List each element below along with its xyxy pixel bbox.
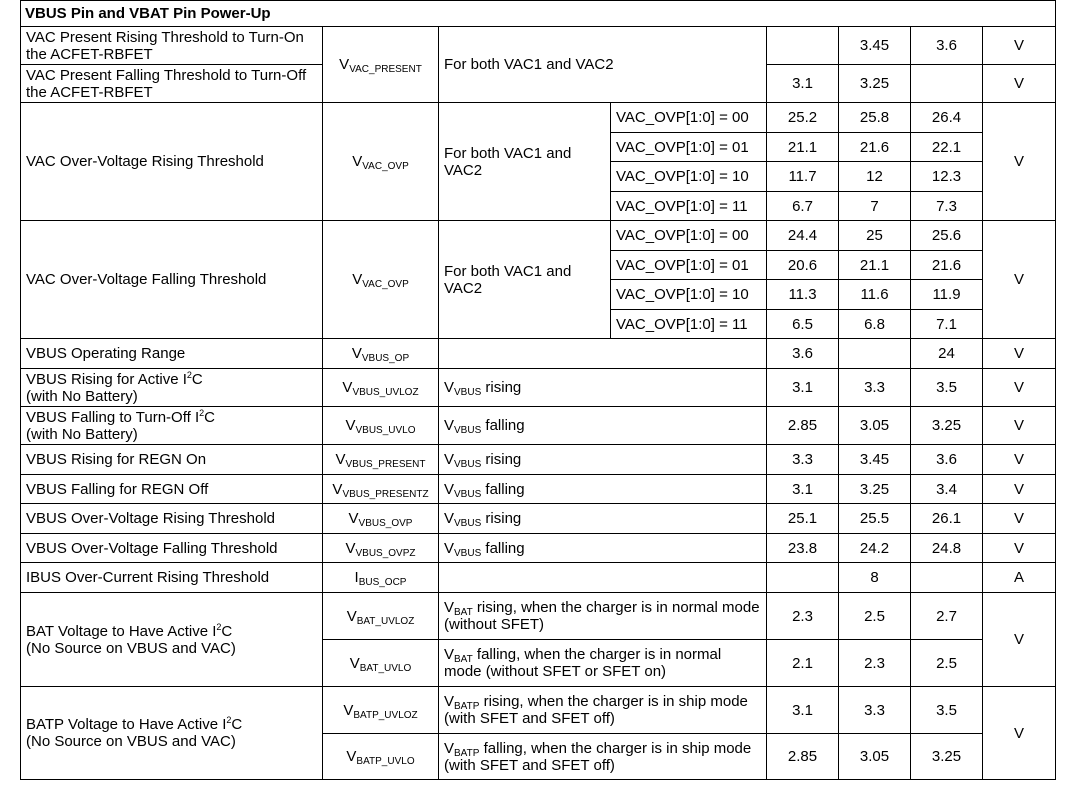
table-row: [21, 27, 1056, 65]
max-cell: 21.6: [911, 251, 983, 280]
param-cell: VBUS Falling to Turn-Off $I^2C$ (with No Battery): [21, 407, 323, 445]
max-cell: 3.4: [911, 475, 983, 504]
min-cell: 20.6: [767, 251, 839, 280]
max-cell: [911, 563, 983, 593]
table-row: [21, 475, 1056, 504]
setting-cell: VAC_OVP[1:0] = 11: [611, 192, 767, 221]
table-row: [21, 221, 1056, 251]
unit-cell: V: [983, 407, 1056, 445]
typ-cell: 3.05: [839, 734, 911, 780]
param-cell: VBUS Over-Voltage Falling Threshold: [21, 534, 323, 563]
max-cell: 12.3: [911, 162, 983, 192]
typ-cell: 3.05: [839, 407, 911, 445]
min-cell: 2.3: [767, 593, 839, 640]
condition-cell: $V_{VBUS}$ falling: [439, 475, 767, 504]
symbol-cell: $V_{VAC\_OVP}$: [323, 103, 439, 221]
min-cell: 3.1: [767, 687, 839, 734]
typ-cell: 3.25: [839, 65, 911, 103]
symbol-cell: $V_{VBUS\_PRESENT}$: [323, 445, 439, 475]
condition-cell: $V_{BAT}$ falling, when the charger is in normal mode (without SFET or SFET on): [439, 640, 767, 687]
typ-cell: 2.5: [839, 593, 911, 640]
table-row: [21, 593, 1056, 640]
symbol-cell: $V_{BAT\_UVLOZ}$: [323, 593, 439, 640]
min-cell: 3.1: [767, 475, 839, 504]
table-row: [21, 687, 1056, 734]
typ-cell: 21.6: [839, 133, 911, 162]
param-cell: VAC Over-Voltage Falling Threshold: [21, 221, 323, 339]
condition-cell: For both VAC1 and VAC2: [439, 103, 611, 221]
max-cell: 2.7: [911, 593, 983, 640]
min-cell: 3.3: [767, 445, 839, 475]
min-cell: 25.1: [767, 504, 839, 534]
max-cell: 3.6: [911, 445, 983, 475]
condition-cell: $V_{VBUS}$ falling: [439, 534, 767, 563]
param-cell: BAT Voltage to Have Active $I^2C$ (No Source on VBUS and VAC): [21, 593, 323, 687]
table-row: [21, 563, 1056, 593]
typ-cell: 25: [839, 221, 911, 251]
symbol-cell: $V_{BATP\_UVLOZ}$: [323, 687, 439, 734]
section-title: VBUS Pin and VBAT Pin Power-Up: [21, 1, 1056, 27]
min-cell: 3.1: [767, 369, 839, 407]
max-cell: [911, 65, 983, 103]
unit-cell: V: [983, 369, 1056, 407]
setting-cell: VAC_OVP[1:0] = 00: [611, 103, 767, 133]
param-cell: IBUS Over-Current Rising Threshold: [21, 563, 323, 593]
table-row: [21, 369, 1056, 407]
typ-cell: 3.3: [839, 687, 911, 734]
min-cell: 23.8: [767, 534, 839, 563]
unit-cell: V: [983, 475, 1056, 504]
unit-cell: V: [983, 687, 1056, 780]
typ-cell: 25.5: [839, 504, 911, 534]
typ-cell: 3.25: [839, 475, 911, 504]
min-cell: 3.1: [767, 65, 839, 103]
symbol-cell: $V_{VBUS\_OVP}$: [323, 504, 439, 534]
typ-cell: 12: [839, 162, 911, 192]
unit-cell: V: [983, 65, 1056, 103]
spec-table: [20, 0, 1056, 780]
table-row: [21, 534, 1056, 563]
param-cell: VAC Present Falling Threshold to Turn-Off the ACFET-RBFET: [21, 65, 323, 103]
max-cell: 2.5: [911, 640, 983, 687]
table-row: [21, 407, 1056, 445]
typ-cell: 8: [839, 563, 911, 593]
max-cell: 11.9: [911, 280, 983, 310]
setting-cell: VAC_OVP[1:0] = 01: [611, 251, 767, 280]
max-cell: 26.4: [911, 103, 983, 133]
condition-cell: $V_{VBUS}$ rising: [439, 445, 767, 475]
max-cell: 3.6: [911, 27, 983, 65]
symbol-cell: $V_{VBUS\_UVLO}$: [323, 407, 439, 445]
min-cell: 21.1: [767, 133, 839, 162]
symbol-cell: $V_{VBUS\_PRESENTZ}$: [323, 475, 439, 504]
max-cell: 7.1: [911, 310, 983, 339]
max-cell: 24.8: [911, 534, 983, 563]
typ-cell: 21.1: [839, 251, 911, 280]
unit-cell: V: [983, 504, 1056, 534]
symbol-cell: $V_{VBUS\_OP}$: [323, 339, 439, 369]
table-row: [21, 339, 1056, 369]
symbol-cell: $V_{BAT\_UVLO}$: [323, 640, 439, 687]
param-cell: BATP Voltage to Have Active $I^2C$ (No Source on VBUS and VAC): [21, 687, 323, 780]
table-row: [21, 445, 1056, 475]
min-cell: [767, 563, 839, 593]
min-cell: [767, 27, 839, 65]
setting-cell: VAC_OVP[1:0] = 00: [611, 221, 767, 251]
unit-cell: V: [983, 221, 1056, 339]
max-cell: 25.6: [911, 221, 983, 251]
unit-cell: V: [983, 103, 1056, 221]
min-cell: 2.85: [767, 407, 839, 445]
symbol-cell: $V_{VBUS\_OVPZ}$: [323, 534, 439, 563]
typ-cell: 2.3: [839, 640, 911, 687]
symbol-cell: $V_{BATP\_UVLO}$: [323, 734, 439, 780]
symbol-cell: $V_{VAC\_OVP}$: [323, 221, 439, 339]
min-cell: 6.7: [767, 192, 839, 221]
min-cell: 6.5: [767, 310, 839, 339]
max-cell: 3.25: [911, 407, 983, 445]
min-cell: 2.1: [767, 640, 839, 687]
condition-cell: [439, 563, 767, 593]
condition-cell: $V_{BATP}$ falling, when the charger is in ship mode (with SFET and SFET off): [439, 734, 767, 780]
condition-cell: For both VAC1 and VAC2: [439, 221, 611, 339]
condition-cell: For both VAC1 and VAC2: [439, 27, 767, 103]
setting-cell: VAC_OVP[1:0] = 10: [611, 280, 767, 310]
param-cell: VBUS Operating Range: [21, 339, 323, 369]
typ-cell: 25.8: [839, 103, 911, 133]
symbol-cell: $V_{VBUS\_UVLOZ}$: [323, 369, 439, 407]
table-row: [21, 504, 1056, 534]
condition-cell: $V_{VBUS}$ rising: [439, 369, 767, 407]
symbol-cell: $V_{VAC\_PRESENT}$: [323, 27, 439, 103]
setting-cell: VAC_OVP[1:0] = 10: [611, 162, 767, 192]
min-cell: 11.3: [767, 280, 839, 310]
min-cell: 3.6: [767, 339, 839, 369]
param-cell: VAC Present Rising Threshold to Turn-On the ACFET-RBFET: [21, 27, 323, 65]
unit-cell: V: [983, 339, 1056, 369]
max-cell: 24: [911, 339, 983, 369]
condition-cell: $V_{BAT}$ rising, when the charger is in normal mode (without SFET): [439, 593, 767, 640]
setting-cell: VAC_OVP[1:0] = 11: [611, 310, 767, 339]
unit-cell: V: [983, 445, 1056, 475]
setting-cell: VAC_OVP[1:0] = 01: [611, 133, 767, 162]
unit-cell: V: [983, 593, 1056, 687]
max-cell: 22.1: [911, 133, 983, 162]
min-cell: 11.7: [767, 162, 839, 192]
unit-cell: A: [983, 563, 1056, 593]
param-cell: VBUS Falling for REGN Off: [21, 475, 323, 504]
unit-cell: V: [983, 534, 1056, 563]
min-cell: 2.85: [767, 734, 839, 780]
typ-cell: 3.45: [839, 445, 911, 475]
section-header-row: [21, 1, 1056, 27]
typ-cell: 24.2: [839, 534, 911, 563]
condition-cell: [439, 339, 767, 369]
typ-cell: 3.45: [839, 27, 911, 65]
unit-cell: V: [983, 27, 1056, 65]
typ-cell: 6.8: [839, 310, 911, 339]
symbol-cell: $I_{BUS\_OCP}$: [323, 563, 439, 593]
condition-cell: $V_{BATP}$ rising, when the charger is in ship mode (with SFET and SFET off): [439, 687, 767, 734]
param-cell: VBUS Rising for REGN On: [21, 445, 323, 475]
max-cell: 26.1: [911, 504, 983, 534]
condition-cell: $V_{VBUS}$ falling: [439, 407, 767, 445]
table-row: [21, 103, 1056, 133]
max-cell: 3.5: [911, 687, 983, 734]
typ-cell: [839, 339, 911, 369]
param-cell: VBUS Rising for Active $I^2C$ (with No Battery): [21, 369, 323, 407]
param-cell: VAC Over-Voltage Rising Threshold: [21, 103, 323, 221]
max-cell: 3.5: [911, 369, 983, 407]
max-cell: 3.25: [911, 734, 983, 780]
typ-cell: 3.3: [839, 369, 911, 407]
typ-cell: 11.6: [839, 280, 911, 310]
condition-cell: $V_{VBUS}$ rising: [439, 504, 767, 534]
typ-cell: 7: [839, 192, 911, 221]
param-cell: VBUS Over-Voltage Rising Threshold: [21, 504, 323, 534]
min-cell: 25.2: [767, 103, 839, 133]
max-cell: 7.3: [911, 192, 983, 221]
min-cell: 24.4: [767, 221, 839, 251]
